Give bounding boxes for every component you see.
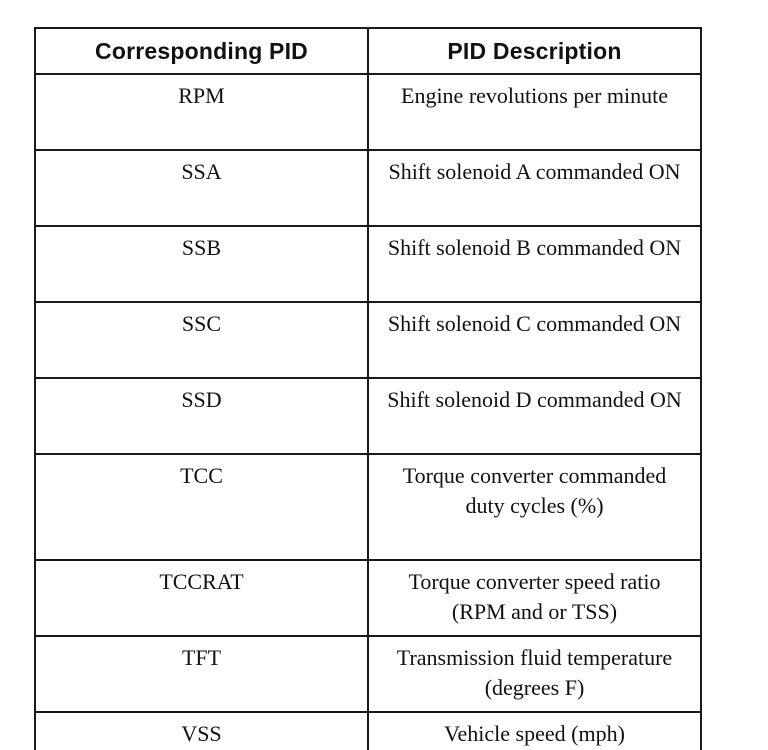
pid-cell: TCCRAT	[35, 560, 368, 636]
table-row	[35, 74, 701, 150]
description-cell: Transmission fluid temperature (degrees F)	[368, 636, 701, 712]
pid-cell: TCC	[35, 454, 368, 560]
description-cell: Shift solenoid D commanded ON	[368, 378, 701, 454]
table-row	[35, 226, 701, 302]
pid-cell: TFT	[35, 636, 368, 712]
description-cell: Torque converter speed ratio (RPM and or TSS)	[368, 560, 701, 636]
pid-cell: SSA	[35, 150, 368, 226]
table-row	[35, 454, 701, 560]
description-cell: Torque converter commanded duty cycles (%)	[368, 454, 701, 560]
header-row	[35, 28, 701, 74]
header-corresponding-pid: Corresponding PID	[35, 28, 368, 74]
pid-cell: VSS	[35, 712, 368, 750]
table-row	[35, 712, 701, 750]
description-cell: Shift solenoid B commanded ON	[368, 226, 701, 302]
pid-cell: SSC	[35, 302, 368, 378]
pid-cell: SSB	[35, 226, 368, 302]
pid-cell: SSD	[35, 378, 368, 454]
table-row	[35, 378, 701, 454]
table-row	[35, 150, 701, 226]
pid-cell: RPM	[35, 74, 368, 150]
description-cell: Vehicle speed (mph)	[368, 712, 701, 750]
table-row	[35, 560, 701, 636]
description-cell: Engine revolutions per minute	[368, 74, 701, 150]
table-row	[35, 636, 701, 712]
header-pid-description: PID Description	[368, 28, 701, 74]
description-cell: Shift solenoid C commanded ON	[368, 302, 701, 378]
pid-table	[34, 27, 702, 750]
table-row	[35, 302, 701, 378]
description-cell: Shift solenoid A commanded ON	[368, 150, 701, 226]
